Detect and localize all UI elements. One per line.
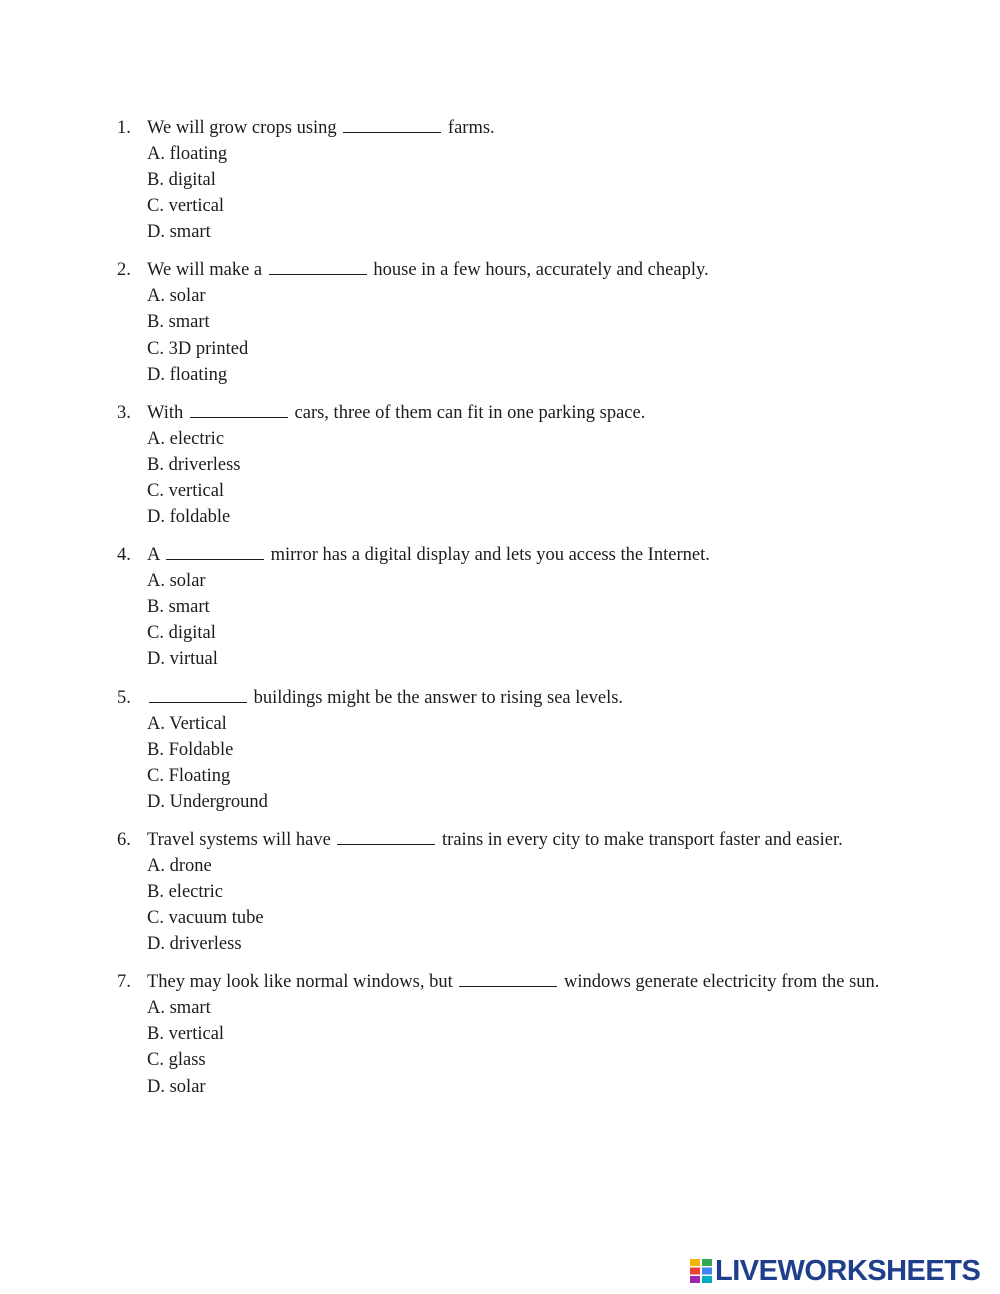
question-text-before: We will grow crops using	[147, 118, 342, 138]
question-text-after: buildings might be the answer to rising sea levels.	[249, 687, 624, 708]
question-stem	[147, 257, 882, 283]
answer-blank[interactable]	[190, 401, 288, 418]
answer-option[interactable]: B. digital	[147, 170, 216, 191]
answer-options	[147, 141, 1000, 245]
answer-option[interactable]: C. vertical	[147, 480, 225, 501]
question-text-before: We will make a	[147, 260, 267, 281]
answer-option[interactable]: D. virtual	[147, 649, 218, 670]
answer-option[interactable]: D. floating	[147, 364, 228, 385]
answer-option[interactable]: C. Floating	[147, 765, 231, 786]
question-text-after: farms.	[443, 118, 495, 138]
answer-blank[interactable]	[343, 116, 441, 133]
question-text-after: house in a few hours, accurately and cheaply.	[368, 260, 709, 281]
question-stem	[147, 685, 882, 711]
answer-options	[147, 426, 1000, 530]
question-2	[0, 257, 1000, 387]
question-text-before: With	[147, 402, 188, 423]
answer-option[interactable]: B. electric	[147, 881, 224, 902]
question-stem	[147, 542, 882, 568]
answer-option[interactable]: A. solar	[147, 286, 206, 307]
question-stem	[147, 827, 882, 853]
question-text-after: cars, three of them can fit in one parking space.	[289, 402, 646, 423]
answer-blank[interactable]	[459, 970, 557, 987]
answer-options	[147, 283, 1000, 387]
answer-option[interactable]: A. drone	[147, 855, 212, 876]
question-number: 6.	[117, 829, 131, 850]
answer-option[interactable]: D. driverless	[147, 934, 242, 955]
answer-blank[interactable]	[269, 258, 367, 275]
worksheet-questions	[0, 115, 1000, 1112]
answer-option[interactable]: A. solar	[147, 571, 206, 592]
question-stem	[147, 400, 882, 426]
answer-option[interactable]: C. vertical	[147, 196, 225, 217]
liveworksheets-logo	[690, 1253, 980, 1289]
question-text-before: They may look like normal windows, but	[147, 972, 458, 993]
answer-option[interactable]: D. solar	[147, 1076, 206, 1097]
answer-option[interactable]: C. glass	[147, 1050, 206, 1071]
question-number: 5.	[117, 687, 131, 708]
question-number: 3.	[117, 402, 131, 423]
question-text-after: trains in every city to make transport faster and easier.	[437, 829, 843, 850]
answer-option[interactable]: C. vacuum tube	[147, 908, 264, 929]
answer-option[interactable]: C. 3D printed	[147, 338, 249, 359]
answer-option[interactable]: D. smart	[147, 222, 211, 243]
question-stem	[147, 115, 882, 141]
question-text-before: Travel systems will have	[147, 829, 336, 850]
question-stem	[147, 969, 882, 995]
answer-option[interactable]: B. smart	[147, 312, 210, 333]
question-text-after: mirror has a digital display and lets you access the Internet.	[265, 545, 710, 566]
question-5	[0, 685, 1000, 815]
answer-option[interactable]: A. floating	[147, 144, 228, 164]
answer-options	[147, 853, 1000, 957]
answer-option[interactable]: B. Foldable	[147, 739, 234, 760]
answer-option[interactable]: A. smart	[147, 998, 211, 1019]
question-text-after: windows generate electricity from the sun.	[559, 972, 880, 993]
answer-blank[interactable]	[166, 543, 264, 560]
question-3	[0, 400, 1000, 530]
answer-option[interactable]: D. foldable	[147, 507, 231, 528]
question-number: 2.	[117, 260, 131, 281]
answer-blank[interactable]	[149, 686, 247, 703]
answer-option[interactable]: C. digital	[147, 623, 216, 644]
answer-option[interactable]: D. Underground	[147, 791, 268, 812]
answer-options	[147, 995, 1000, 1099]
question-text-before: A	[147, 545, 164, 566]
answer-blank[interactable]	[337, 828, 435, 845]
logo-text: LIVEWORKSHEETS	[715, 1254, 981, 1287]
question-6	[0, 827, 1000, 957]
answer-option[interactable]: B. vertical	[147, 1024, 225, 1045]
answer-option[interactable]: B. driverless	[147, 454, 241, 475]
answer-option[interactable]: A. electric	[147, 428, 225, 449]
answer-options	[147, 568, 1000, 672]
question-number: 1.	[117, 118, 131, 138]
liveworksheets-logo-icon	[690, 1259, 712, 1283]
question-7	[0, 969, 1000, 1099]
question-1	[0, 115, 1000, 245]
question-number: 7.	[117, 972, 131, 993]
answer-options	[147, 711, 1000, 815]
answer-option[interactable]: A. Vertical	[147, 713, 227, 734]
question-number: 4.	[117, 545, 131, 566]
answer-option[interactable]: B. smart	[147, 597, 210, 618]
question-4	[0, 542, 1000, 672]
